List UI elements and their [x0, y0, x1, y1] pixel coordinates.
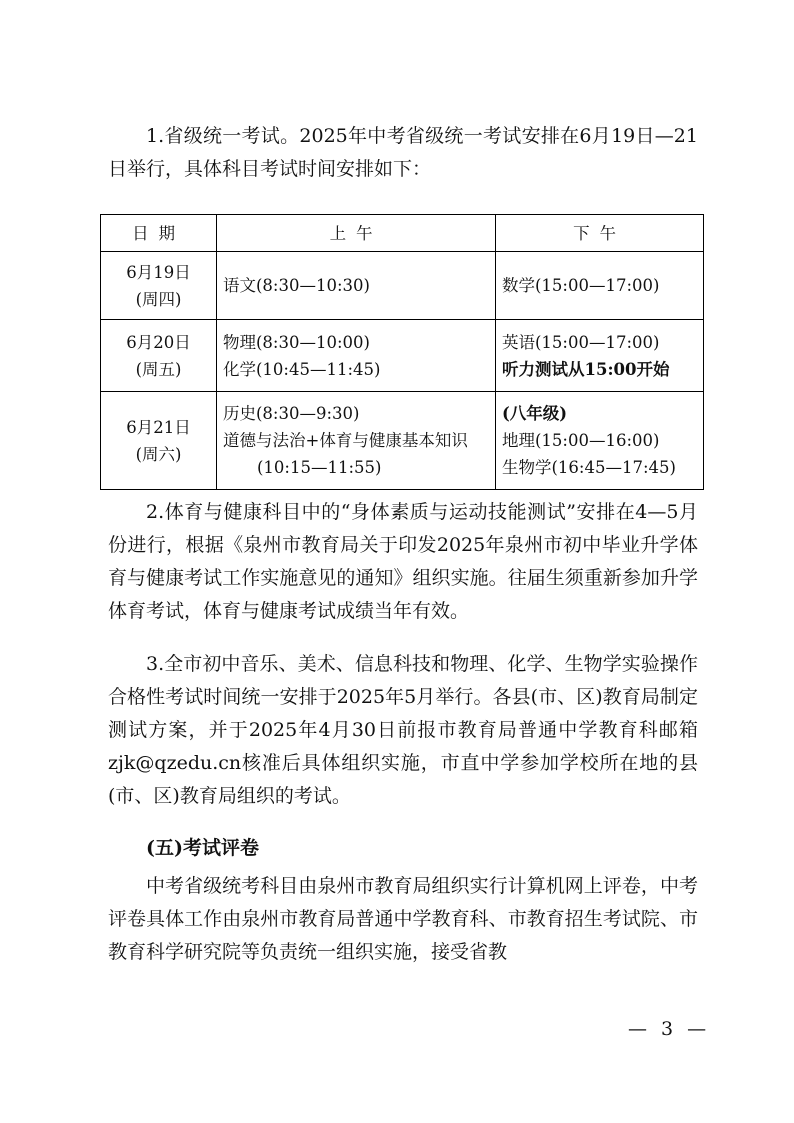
morning-cell — [217, 320, 496, 392]
header-morning: 上午 — [217, 215, 496, 252]
morning-subject-time: (10:15—11:55) — [257, 458, 382, 477]
weekday-text: (周五) — [135, 359, 182, 379]
weekday-text: (周四) — [135, 289, 182, 309]
date-cell — [101, 320, 217, 392]
morning-subject: 物理(8:30—10:00) — [223, 332, 370, 352]
morning-cell — [217, 252, 496, 320]
afternoon-cell — [496, 320, 704, 392]
section-5-heading: (五)考试评卷 — [146, 837, 259, 859]
grade-label: (八年级) — [502, 404, 568, 423]
table-row — [101, 392, 704, 490]
header-afternoon: 下午 — [496, 215, 704, 252]
table-row — [101, 252, 704, 320]
section-5-paragraph: 中考省级统考科目由泉州市教育局组织实行计算机网上评卷，中考评卷具体工作由泉州市教育局普通中学教育科、市教育招生考试院、市教育科学研究院等负责统一组织实施，接受省教 — [108, 875, 698, 963]
section-3-paragraph: 3.全市初中音乐、美术、信息科技和物理、化学、生物学实验操作合格性考试时间统一安排于2025年5月举行。各县(市、区)教育局制定测试方案，并于2025年4月30日前报市教育局普通中学教育科邮箱zjk@qzedu.cn核准后具体组织实施，市直中学参加学校所在地的县(市、区)教育局组织的考试。 — [108, 653, 698, 807]
date-cell — [101, 252, 217, 320]
table-header-row — [101, 215, 704, 252]
exam-schedule-table — [100, 214, 704, 490]
afternoon-subject: 数学(15:00—17:00) — [502, 276, 660, 295]
morning-subject: 历史(8:30—9:30) — [223, 404, 360, 423]
date-text: 6月21日 — [126, 417, 191, 437]
section-2-paragraph: 2.体育与健康科目中的“身体素质与运动技能测试”安排在4—5月份进行，根据《泉州市教育局关于印发2025年泉州市初中毕业升学体育与健康考试工作实施意见的通知》组织实施。往届生须重新参加升学体育考试，体育与健康考试成绩当年有效。 — [108, 501, 698, 622]
weekday-text: (周六) — [135, 444, 182, 464]
afternoon-subject: 生物学(16:45—17:45) — [502, 458, 676, 477]
morning-subject: 道德与法治+体育与健康基本知识 — [223, 431, 468, 450]
morning-subject: 化学(10:45—11:45) — [223, 359, 381, 379]
date-text: 6月20日 — [126, 332, 191, 352]
afternoon-subject: 英语(15:00—17:00) — [502, 332, 660, 352]
afternoon-cell — [496, 392, 704, 490]
morning-subject: 语文(8:30—10:30) — [223, 276, 370, 295]
date-cell — [101, 392, 217, 490]
morning-cell — [217, 392, 496, 490]
date-text: 6月19日 — [126, 262, 191, 282]
afternoon-subject: 地理(15:00—16:00) — [502, 431, 660, 450]
header-date: 日期 — [101, 215, 217, 252]
afternoon-cell — [496, 252, 704, 320]
section-1-paragraph: 1.省级统一考试。2025年中考省级统一考试安排在6月19日—21日举行，具体科目考试时间安排如下： — [108, 125, 698, 180]
page-number: — 3 — — [628, 1018, 711, 1040]
table-row — [101, 320, 704, 392]
listening-test-note: 听力测试从15:00开始 — [502, 359, 670, 379]
